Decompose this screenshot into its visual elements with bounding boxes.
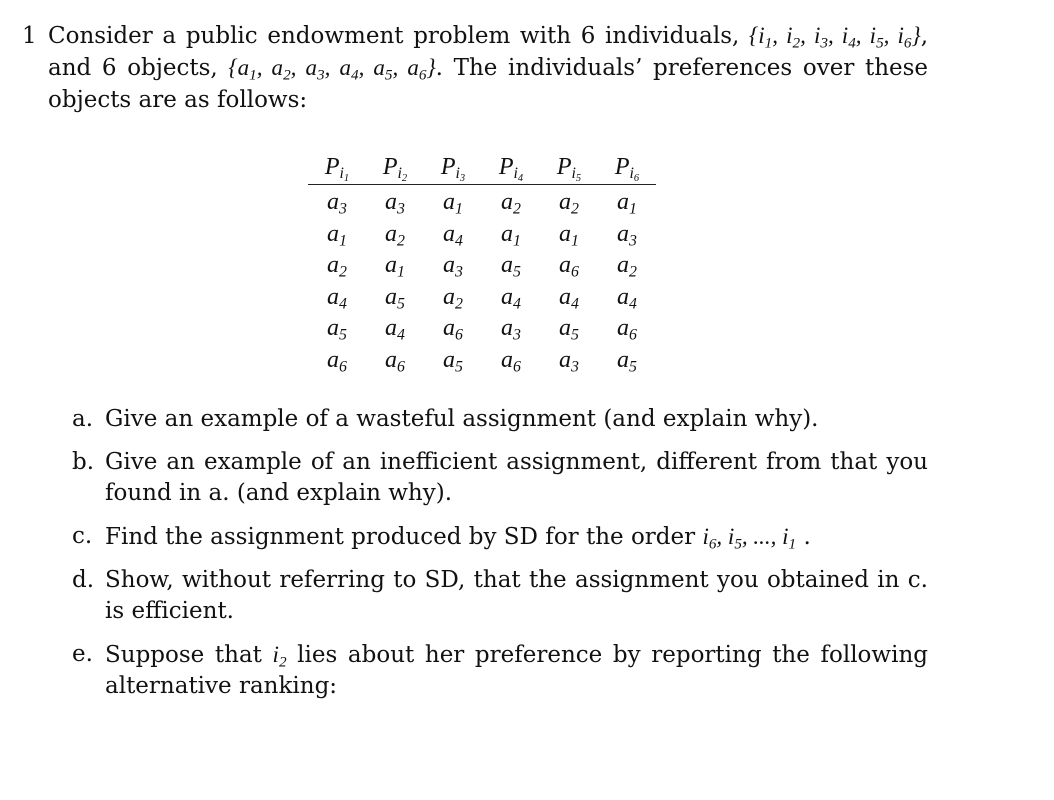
preference-cell: $a_5$ <box>559 315 579 344</box>
preference-cell: $a_4$ <box>443 220 463 250</box>
objects-set: {$a_1$, $a_2$, $a_3$, $a_4$, $a_5$, $a_6$} <box>228 55 436 84</box>
preference-cell: $a_2$ <box>617 252 637 281</box>
question-a-label: a. <box>72 406 94 432</box>
problem-intro: Consider a public endowment problem with 6 individuals, {$i_1$, $i_2$, $i_3$, $i_4$, $i_5$, $i_6$}, and 6 objects, {$a_1$, $a_2$, $a_3$, $a_4$, $a_5$, $a_6$}. The individuals’ preferences over these objects are as follows: <box>48 23 929 113</box>
preference-cell: $a_4$ <box>617 283 637 313</box>
question-c-label: c. <box>72 523 93 549</box>
preference-body <box>308 185 656 377</box>
preference-cell: $a_1$ <box>501 220 521 250</box>
question-a-text: Give an example of a wasteful assignment (and explain why). <box>105 406 819 432</box>
preference-cell: $a_4$ <box>385 315 405 344</box>
preference-cell: $a_1$ <box>617 189 637 218</box>
sd-order: $i_6$, $i_5$, ..., $i_1$ <box>702 524 797 553</box>
preference-cell: $a_6$ <box>501 346 521 376</box>
preference-cell: $a_5$ <box>617 346 637 376</box>
individuals-set: {$i_1$, $i_2$, $i_3$, $i_4$, $i_5$, $i_6$} <box>749 23 921 52</box>
preference-cell: $a_3$ <box>443 252 463 281</box>
question-b <box>72 447 928 509</box>
preference-row-3 <box>308 250 656 282</box>
preference-cell: $a_5$ <box>443 346 463 376</box>
preference-cell: $a_6$ <box>327 346 347 376</box>
question-c-text-after: . <box>796 524 811 550</box>
question-a <box>72 404 928 435</box>
preference-header-i4: $P_{i_4}$ <box>482 150 540 185</box>
question-e-text-after: lies about her preference by reporting the following alternative ranking: <box>105 642 928 699</box>
preference-cell: $a_3$ <box>559 346 579 376</box>
question-c-text-before: Find the assignment produced by SD for the order <box>105 524 703 550</box>
preference-cell: $a_6$ <box>443 315 463 344</box>
preference-cell: $a_1$ <box>559 220 579 250</box>
question-d-label: d. <box>72 567 95 593</box>
question-b-label: b. <box>72 449 95 475</box>
preference-cell: $a_3$ <box>327 189 347 218</box>
preference-row-2 <box>308 219 656 251</box>
preference-cell: $a_1$ <box>327 220 347 250</box>
preference-cell: $a_2$ <box>559 189 579 218</box>
question-d <box>72 565 928 627</box>
question-e-text-before: Suppose that <box>105 642 273 668</box>
preference-cell: $a_5$ <box>501 252 521 281</box>
preference-cell: $a_5$ <box>385 283 405 313</box>
preference-cell: $a_6$ <box>559 252 579 281</box>
question-e-label: e. <box>72 641 93 667</box>
question-d-text: Show, without referring to SD, that the assignment you obtained in c. is efficient. <box>105 567 928 624</box>
preference-row-6 <box>308 345 656 377</box>
preference-row-4 <box>308 282 656 314</box>
question-c <box>72 521 928 553</box>
preference-cell: $a_2$ <box>443 283 463 313</box>
problem-number: 1 <box>22 23 37 49</box>
problem-statement <box>22 20 928 116</box>
preference-table <box>308 150 656 376</box>
preference-cell: $a_4$ <box>327 283 347 313</box>
intro-text-3: . The individuals’ preferences over these objects are as follows: <box>48 55 929 113</box>
question-b-text: Give an example of an inefficient assignment, different from that you found in a. (and explain why). <box>105 449 928 506</box>
preference-header-i2: $P_{i_2}$ <box>366 150 424 185</box>
preference-cell: $a_3$ <box>501 315 521 344</box>
preference-cell: $a_3$ <box>385 189 405 218</box>
preference-cell: $a_4$ <box>559 283 579 313</box>
intro-text-1: Consider a public endowment problem with 6 individuals, <box>48 23 750 49</box>
lying-individual: $i_2$ <box>272 642 287 671</box>
preference-header-i6: $P_{i_6}$ <box>598 150 656 185</box>
preference-cell: $a_2$ <box>501 189 521 218</box>
preference-cell: $a_6$ <box>617 315 637 344</box>
preference-cell: $a_3$ <box>617 220 637 250</box>
preference-row-1 <box>308 185 656 219</box>
preference-header-row <box>308 150 656 185</box>
preference-header-i1: $P_{i_1}$ <box>308 150 366 185</box>
question-e <box>72 639 928 702</box>
intro-text-2: and 6 objects, <box>48 55 229 81</box>
question-list <box>72 404 928 714</box>
preference-header-i5: $P_{i_5}$ <box>540 150 598 185</box>
preference-cell: $a_2$ <box>327 252 347 281</box>
preference-cell: $a_6$ <box>385 346 405 376</box>
preference-cell: $a_2$ <box>385 220 405 250</box>
preference-header-i3: $P_{i_3}$ <box>424 150 482 185</box>
preference-row-5 <box>308 313 656 345</box>
preference-cell: $a_4$ <box>501 283 521 313</box>
preference-cell: $a_1$ <box>385 252 405 281</box>
preference-cell: $a_1$ <box>443 189 463 218</box>
preference-cell: $a_5$ <box>327 315 347 344</box>
